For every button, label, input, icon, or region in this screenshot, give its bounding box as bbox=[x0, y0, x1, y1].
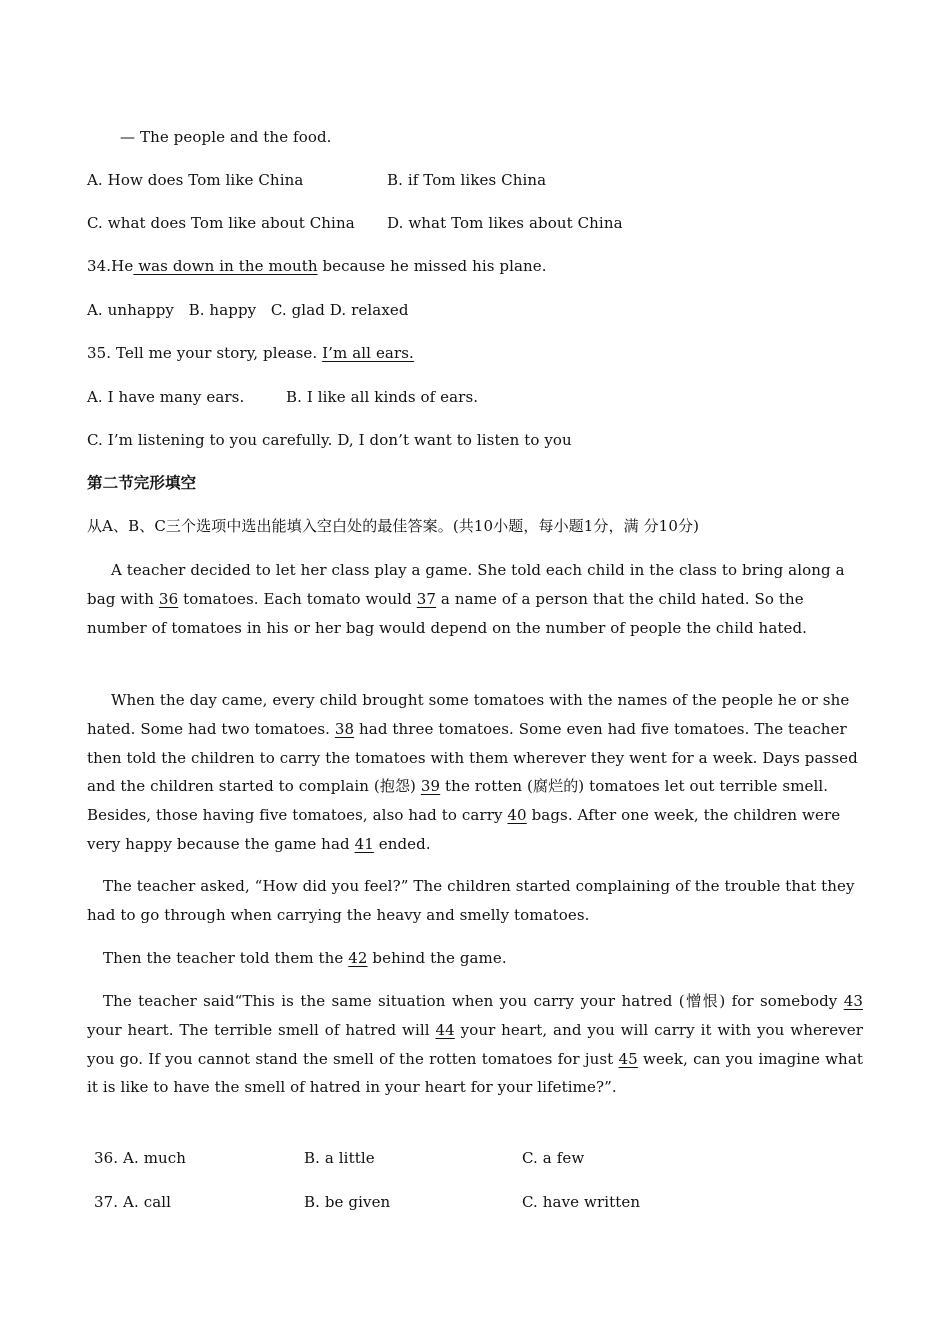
passage-paragraph-3: The teacher asked, “How did you feel?” The children started complaining of the trouble that they had to go through when carrying the heavy and smelly tomatoes. bbox=[87, 877, 855, 924]
q37-option-b: B. be given bbox=[304, 1193, 391, 1211]
q34-underlined-phrase: was down in the mouth bbox=[133, 257, 318, 275]
q34-question bbox=[87, 256, 547, 276]
q35-prefix: 35. Tell me your story, please. bbox=[87, 344, 323, 362]
blank-43: 43 bbox=[843, 992, 863, 1010]
section-instruction: 从A、B、C三个选项中选出能填入空白处的最佳答案。(共10小题，每小题1分，满 分10分) bbox=[87, 517, 700, 535]
q33-answer-line: — The people and the food. bbox=[120, 128, 332, 146]
blank-42: 42 bbox=[348, 949, 368, 967]
blank-44: 44 bbox=[435, 1020, 455, 1039]
section-title: 第二节完形填空 bbox=[87, 473, 197, 492]
q36-option-c: C. a few bbox=[522, 1149, 585, 1167]
q36-option-a: 36. A. much bbox=[94, 1149, 187, 1167]
q34-number: 34.He bbox=[87, 257, 134, 275]
blank-38: 38 bbox=[334, 719, 355, 738]
q35-question bbox=[87, 343, 414, 363]
q33-option-b: B. if Tom likes China bbox=[387, 171, 547, 189]
q33-option-a: A. How does Tom like China bbox=[87, 171, 304, 189]
q37-option-a: 37. A. call bbox=[94, 1193, 172, 1211]
q33-option-d: D. what Tom likes about China bbox=[387, 214, 623, 232]
passage-paragraph-4: Then the teacher told them the 42 behind the game. bbox=[103, 949, 507, 967]
blank-40: 40 bbox=[507, 806, 527, 825]
q37-option-c: C. have written bbox=[522, 1193, 641, 1211]
q35-underlined-phrase: I’m all ears. bbox=[322, 344, 414, 362]
passage-paragraph-1: A teacher decided to let her class play a game. She told each child in the class to bring along a bag with 36 tomatoes. Each tomato would 37 a name of a person that the child hated. So the number of tomatoes in his or her bag would depend on the number of people the child hated. bbox=[87, 561, 845, 637]
q35-option-b: B. I like all kinds of ears. bbox=[286, 388, 479, 406]
q36-option-b: B. a little bbox=[304, 1149, 375, 1167]
q34-rest: because he missed his plane. bbox=[317, 257, 547, 275]
blank-37: 37 bbox=[416, 589, 437, 608]
passage-paragraph-5: The teacher said“This is the same situation when you carry your hatred (憎恨) for somebody 43 your heart. The terrible smell of hatred will 44 your heart, and you will carry it with you wherever you go. If you cannot stand the smell of the rotten tomatoes for just 45 week, can you imagine what it is like to have the smell of hatred in your heart for your lifetime?”. bbox=[87, 992, 863, 1097]
q34-options: A. unhappy B. happy C. glad D. relaxed bbox=[87, 301, 409, 319]
q33-option-c: C. what does Tom like about China bbox=[87, 214, 355, 232]
passage-paragraph-2: When the day came, every child brought some tomatoes with the names of the people he or she hated. Some had two tomatoes. 38 had three tomatoes. Some even had five tomatoes. The teacher then told the children to carry the tomatoes with them wherever they went for a week. Days passed and the children started to complain (抱怨) 39 the rotten (腐烂的) tomatoes let out terrible smell. Besides, those having five tomatoes, also had to carry 40 bags. After one week, the children were very happy because the game had 41 ended. bbox=[87, 691, 858, 853]
blank-39: 39 bbox=[420, 777, 441, 796]
blank-45: 45 bbox=[618, 1049, 638, 1068]
q35-option-c-d: C. I’m listening to you carefully. D, I don’t want to listen to you bbox=[87, 431, 572, 449]
q35-option-a: A. I have many ears. bbox=[87, 388, 245, 406]
blank-36: 36 bbox=[158, 589, 179, 608]
blank-41: 41 bbox=[354, 834, 374, 853]
